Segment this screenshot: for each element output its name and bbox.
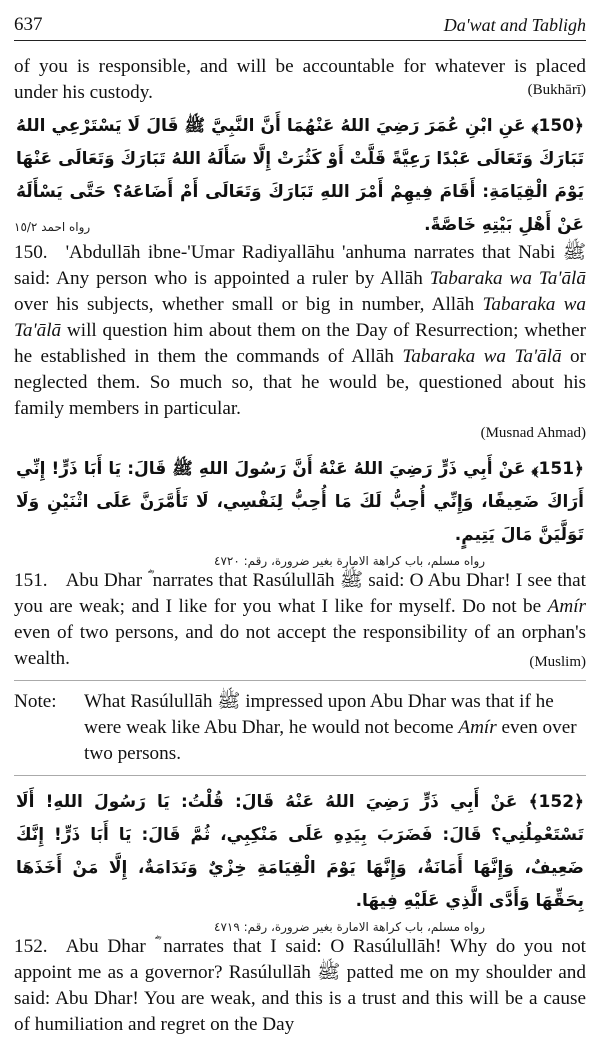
page-header bbox=[14, 6, 586, 41]
reference-muslim: (Muslim) bbox=[529, 654, 586, 670]
running-title: Da'wat and Tabligh bbox=[443, 15, 586, 35]
hadith-150-source: رواه احمد ١٥/٢ bbox=[14, 220, 91, 234]
hadith-150-number: 150. bbox=[14, 242, 48, 263]
page-number: 637 bbox=[14, 14, 43, 35]
page-body bbox=[14, 54, 586, 1038]
note-text: What Rasúlullāh ﷺ impressed upon Abu Dhar was that if he were weak like Abu Dhar, he would not become Amír even over two persons. bbox=[84, 691, 577, 764]
hadith-152-translation: 152. Abu Dhar ؓ narrates that I said: O Rasúlullāh! Why do you not appoint me as a governor? Rasúlullāh ﷺ patted me on my shoulder and said: Abu Dhar! You are weak, and this is a trust and this will be a cause of humiliation and regret on the Day bbox=[14, 936, 586, 1035]
hadith-152-source: رواه مسلم، باب كراهة الامارة بغير ضرورة، رقم: ٤٧١٩ bbox=[214, 920, 486, 934]
reference-musnad-ahmad: (Musnad Ahmad) bbox=[480, 425, 586, 441]
hadith-151-number: 151. bbox=[14, 570, 48, 591]
divider bbox=[14, 775, 586, 776]
hadith-152-number: 152. bbox=[14, 936, 48, 957]
note-block bbox=[14, 689, 586, 767]
hadith-150-translation: 150. 'Abdullāh ibne-'Umar Radiyallāhu 'anhuma narrates that Nabi ﷺ said: Any person who is appointed a ruler by Allāh Tabaraka wa Ta'ālā over his subjects, whether small or big in number, Allāh Tabaraka wa Ta'ālā will question him about them on the Day of Resurrection; whether he established in them the commands of Allāh Tabaraka wa Ta'ālā or neglected them. So much so, that he would be, questioned about his family members in particular. bbox=[14, 242, 587, 419]
note-label: Note: bbox=[14, 691, 57, 712]
hadith-150-arabic: ﴿150﴾ عَنِ ابْنِ عُمَرَ رَضِيَ اللهُ عَنْهُمَا أَنَّ النَّبِيَّ ﷺ قَالَ لَا يَسْتَرْعِي اللهُ تَبَارَكَ وَتَعَالَى عَبْدًا رَعِيَّةً قَلَّتْ أَوْ كَثُرَتْ إِلَّا سَأَلَهُ اللهُ تَبَارَكَ وَتَعَالَى عَنْهَا يَوْمَ الْقِيَامَةِ: أَقَامَ فِيهِمْ أَمْرَ اللهِ تَبَارَكَ وَتَعَالَى أَمْ أَضَاعَهُ؟ حَتَّى يَسْأَلَهُ عَنْ أَهْلِ بَيْتِهِ خَاصَّةً. bbox=[16, 116, 584, 235]
reference-bukhari: (Bukhārī) bbox=[527, 82, 586, 98]
divider bbox=[14, 680, 586, 681]
hadith-151-source: رواه مسلم، باب كراهة الامارة بغير ضرورة، رقم: ٤٧٢٠ bbox=[214, 554, 486, 568]
hadith-152-arabic: ﴿152﴾ عَنْ أَبِي ذَرٍّ رَضِيَ اللهُ عَنْهُ قَالَ: قُلْتُ: يَا رَسُولَ اللهِ! أَلَا تَسْتَعْمِلُنِي؟ قَالَ: فَضَرَبَ بِيَدِهِ عَلَى مَنْكِبِي، ثُمَّ قَالَ: يَا أَبَا ذَرٍّ! إِنَّكَ ضَعِيفٌ، وَإِنَّهَا أَمَانَةٌ، وَإِنَّهَا يَوْمَ الْقِيَامَةِ خِزْيٌ وَنَدَامَةٌ، إِلَّا مَنْ أَخَذَهَا بِحَقِّهَا وَأَدَّى الَّذِي عَلَيْهِ فِيهَا. bbox=[16, 792, 584, 911]
continued-text: of you is responsible, and will be accountable for whatever is placed under his custody. bbox=[14, 56, 586, 103]
hadith-151-translation: 151. Abu Dhar ؓ narrates that Rasúlullāh ﷺ said: O Abu Dhar! I see that you are weak; and I like for you what I like for myself. Do not be Amír even of two persons, and do not accept the responsibility of an orphan's wealth. bbox=[14, 570, 586, 669]
hadith-151-arabic: ﴿151﴾ عَنْ أَبِي ذَرٍّ رَضِيَ اللهُ عَنْهُ أَنَّ رَسُولَ اللهِ ﷺ قَالَ: يَا أَبَا ذَرٍّ! إِنِّي أَرَاكَ ضَعِيفًا، وَإِنِّي أُحِبُّ لَكَ مَا أُحِبُّ لِنَفْسِي، لَا تَأَمَّرَنَّ عَلَى اثْنَيْنِ وَلَا تَوَلَّيَنَّ مَالَ يَتِيمٍ. bbox=[16, 459, 584, 545]
